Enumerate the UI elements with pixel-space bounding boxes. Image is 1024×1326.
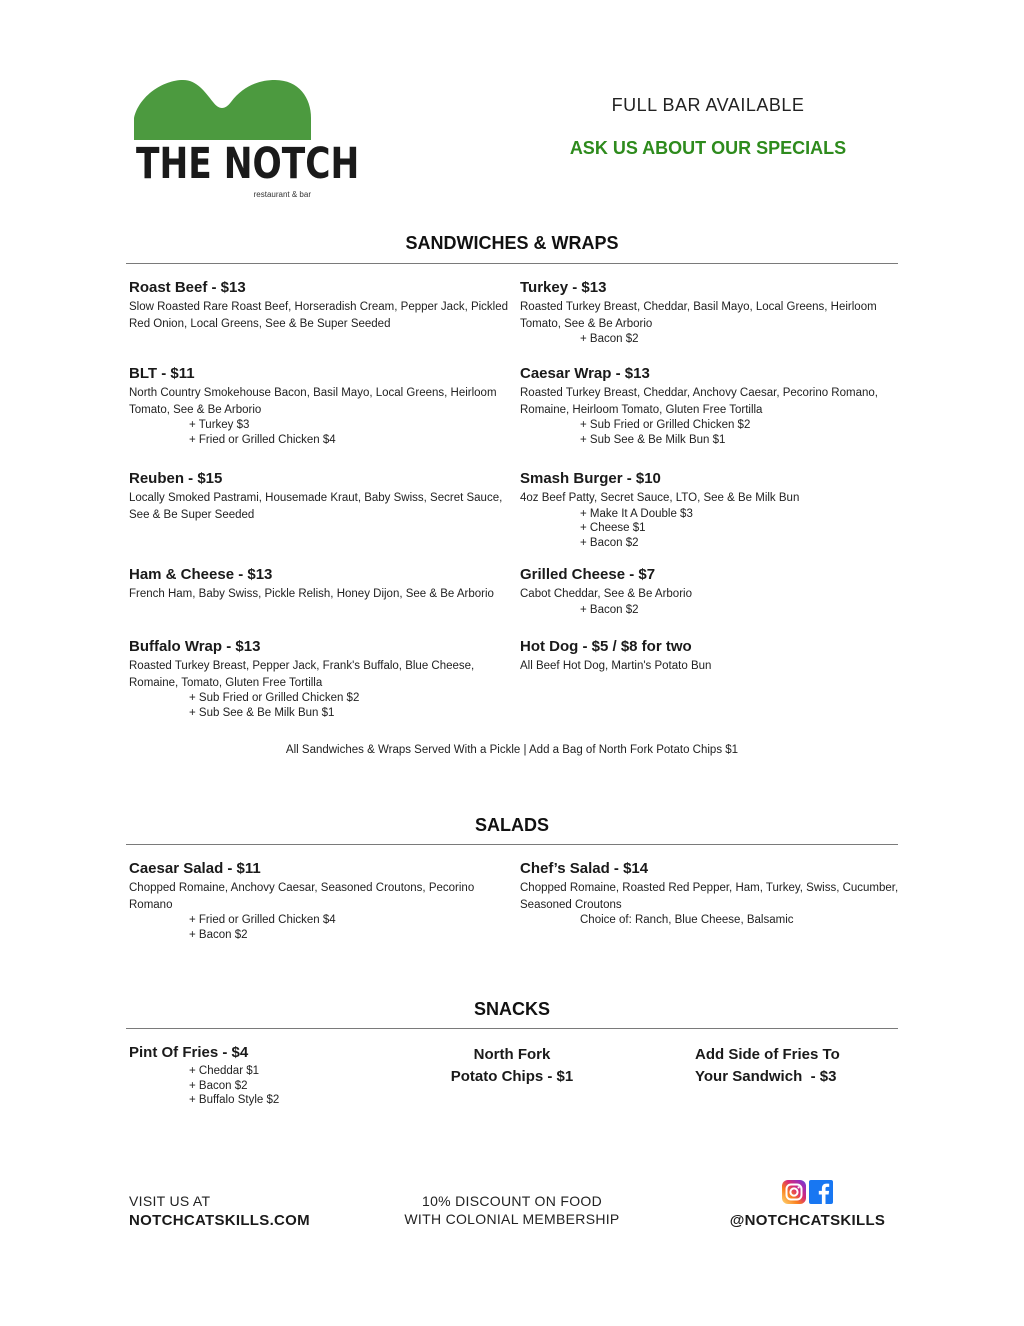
item-addon: + Bacon $2 (189, 928, 248, 941)
full-bar-notice: FULL BAR AVAILABLE (611, 95, 805, 115)
salads-section-title: SALADS (474, 815, 549, 835)
item-addon: + Sub See & Be Milk Bun $1 (189, 706, 335, 719)
section-divider (126, 844, 898, 845)
item-description: North Country Smokehouse Bacon, Basil Mayo, Local Greens, Heirloom Tomato, See & Be Arborio (129, 387, 497, 416)
item-title: Reuben - $15 (129, 470, 223, 487)
item-addon: + Turkey $3 (189, 419, 250, 431)
discount-line: WITH COLONIAL MEMBERSHIP (404, 1211, 620, 1227)
item-addon: + Bacon $2 (580, 603, 639, 616)
item-description: Cabot Cheddar, See & Be Arborio (520, 588, 692, 600)
item-title: Smash Burger - $10 (520, 470, 661, 487)
menu-item-grilled-cheese (520, 566, 900, 617)
item-description: All Beef Hot Dog, Martin's Potato Bun (520, 660, 712, 672)
item-title: BLT - $11 (129, 365, 195, 382)
item-addon: + Fried or Grilled Chicken $4 (189, 433, 336, 446)
item-title: Caesar Wrap - $13 (520, 365, 650, 382)
item-addon: Choice of: Ranch, Blue Cheese, Balsamic (580, 914, 794, 926)
item-title-line: Potato Chips - $1 (450, 1068, 574, 1085)
brand-name: THE NOTCH (136, 139, 360, 189)
item-addon: + Fried or Grilled Chicken $4 (189, 914, 336, 926)
menu-item-reuben (129, 470, 509, 523)
item-title: Pint Of Fries - $4 (129, 1044, 249, 1061)
item-description: Locally Smoked Pastrami, Housemade Kraut, Baby Swiss, Secret Sauce, See & Be Super Seeded (129, 492, 503, 521)
menu-item-roast-beef (129, 279, 509, 332)
item-description: Roasted Turkey Breast, Cheddar, Basil Mayo, Local Greens, Heirloom Tomato, See & Be Arborio (520, 301, 877, 330)
logo (133, 78, 360, 200)
menu-item-caesar-wrap (520, 365, 900, 447)
brand-subtitle: restaurant & bar (253, 190, 311, 199)
discount-line: 10% DISCOUNT ON FOOD (422, 1193, 602, 1209)
item-title-line: Add Side of Fries To (695, 1046, 840, 1063)
menu-item-chefs-salad (520, 860, 900, 928)
item-addon: + Bacon $2 (580, 536, 639, 549)
specials-notice: ASK US ABOUT OUR SPECIALS (569, 138, 847, 158)
facebook-icon[interactable] (809, 1180, 833, 1204)
menu-item-hot-dog (520, 638, 900, 675)
item-title-line: North Fork (473, 1046, 551, 1063)
item-title: Caesar Salad - $11 (129, 860, 261, 877)
menu-item-turkey (520, 279, 900, 347)
item-title: Turkey - $13 (520, 279, 607, 296)
footer-website (129, 1192, 310, 1232)
footer-social (715, 1180, 900, 1229)
snacks-section-title: SNACKS (473, 999, 550, 1019)
item-addon: + Make It A Double $3 (580, 507, 693, 520)
item-description: Chopped Romaine, Roasted Red Pepper, Ham, Turkey, Swiss, Cucumber, Seasoned Croutons (520, 882, 899, 911)
item-title: Roast Beef - $13 (129, 279, 246, 296)
item-description: French Ham, Baby Swiss, Pickle Relish, Honey Dijon, See & Be Arborio (129, 588, 494, 600)
website-link[interactable]: NOTCHCATSKILLS.COM (129, 1212, 310, 1229)
item-addon: + Bacon $2 (580, 333, 639, 345)
sandwiches-section-title: SANDWICHES & WRAPS (405, 233, 619, 253)
social-icons (715, 1180, 900, 1204)
sandwiches-note: All Sandwiches & Wraps Served With a Pickle | Add a Bag of North Fork Potato Chips $1 (285, 744, 739, 756)
menu-item-smash-burger (520, 470, 900, 550)
section-divider (126, 263, 898, 264)
section-divider (126, 1028, 898, 1029)
item-title: Chef’s Salad - $14 (520, 860, 649, 877)
item-title: Buffalo Wrap - $13 (129, 638, 261, 655)
item-title: Ham & Cheese - $13 (129, 566, 273, 583)
visit-label: VISIT US AT (129, 1193, 211, 1209)
social-handle[interactable]: @NOTCHCATSKILLS (729, 1212, 886, 1229)
mountain-logo-icon (133, 78, 313, 142)
item-description: Chopped Romaine, Anchovy Caesar, Seasoned Croutons, Pecorino Romano (129, 882, 475, 911)
item-title-line: Your Sandwich - $3 (695, 1068, 837, 1085)
item-description: 4oz Beef Patty, Secret Sauce, LTO, See & Be Milk Bun (520, 492, 800, 504)
item-description: Slow Roasted Rare Roast Beef, Horseradish Cream, Pepper Jack, Pickled Red Onion, Local Greens, See & Be Super Seeded (129, 301, 509, 330)
item-title: Hot Dog - $5 / $8 for two (520, 638, 692, 655)
item-addon: + Sub See & Be Milk Bun $1 (580, 433, 726, 446)
menu-item-ham-cheese (129, 566, 509, 603)
menu-item-potato-chips (412, 1044, 612, 1088)
footer-discount (372, 1192, 652, 1228)
item-addon: + Bacon $2 (189, 1079, 248, 1092)
item-title: Grilled Cheese - $7 (520, 566, 656, 583)
item-addon: + Buffalo Style $2 (189, 1094, 280, 1106)
menu-item-side-fries (695, 1044, 895, 1088)
item-description: Roasted Turkey Breast, Cheddar, Anchovy Caesar, Pecorino Romano, Romaine, Heirloom Tomato, Gluten Free Tortilla (520, 387, 878, 416)
menu-item-blt (129, 365, 509, 447)
menu-item-buffalo-wrap (129, 638, 509, 720)
item-addon: + Cheddar $1 (189, 1065, 260, 1077)
menu-item-caesar-salad (129, 860, 509, 942)
item-addon: + Cheese $1 (580, 522, 646, 534)
menu-item-pint-of-fries (129, 1044, 389, 1108)
item-description: Roasted Turkey Breast, Pepper Jack, Frank's Buffalo, Blue Cheese, Romaine, Tomato, Gluten Free Tortilla (129, 660, 475, 689)
item-addon: + Sub Fried or Grilled Chicken $2 (580, 419, 751, 431)
instagram-icon[interactable] (782, 1180, 806, 1204)
item-addon: + Sub Fried or Grilled Chicken $2 (189, 692, 360, 704)
